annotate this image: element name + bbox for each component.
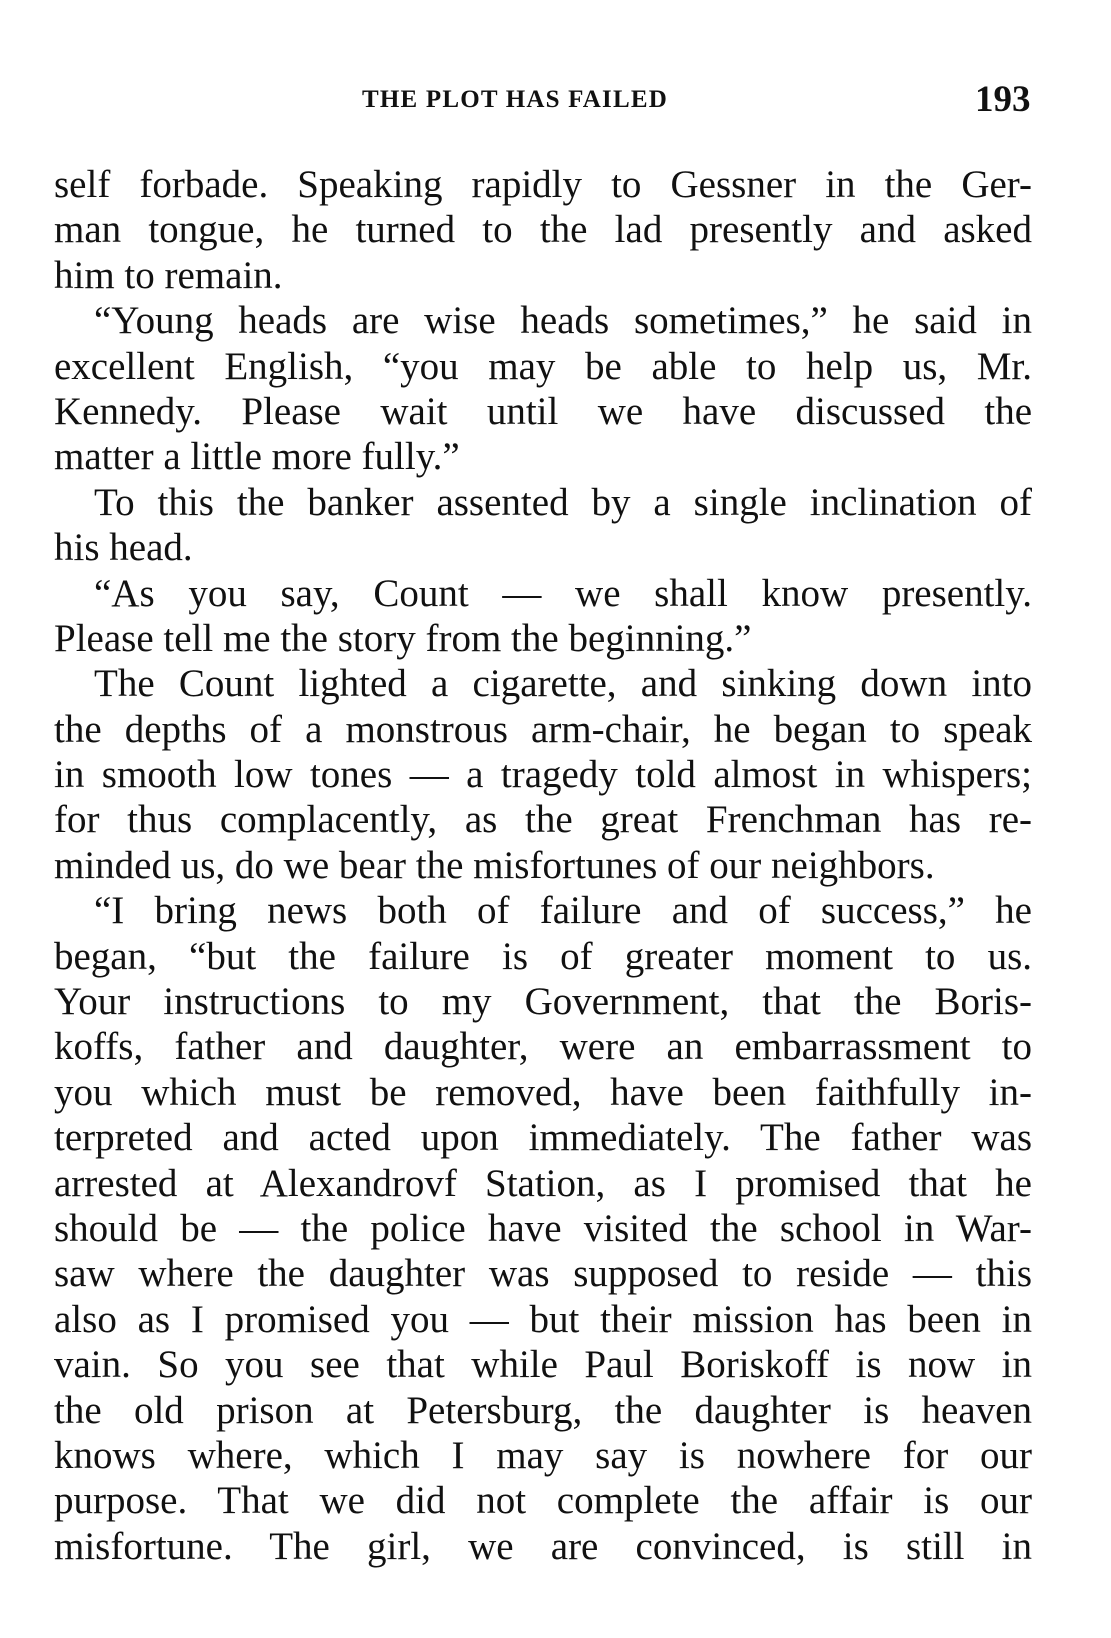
chapter-title: THE PLOT HAS FAILED <box>362 86 668 113</box>
text-line: matter a little more fully.” <box>54 435 460 479</box>
text-line: minded us, do we bear the misfortunes of our neighbors. <box>54 843 935 887</box>
text-line: man tongue, he turned to the lad presently and asked <box>54 208 1032 252</box>
text-line: began, “but the failure is of greater moment to us. <box>54 934 1032 978</box>
text-line: purpose. That we did not complete the affair is our <box>54 1479 1032 1523</box>
text-line: koffs, father and daughter, were an embarrassment to <box>54 1025 1032 1069</box>
text-line: misfortune. The girl, we are convinced, is still in <box>54 1524 1032 1568</box>
text-line: the depths of a monstrous arm-chair, he began to speak <box>54 707 1032 751</box>
text-line: the old prison at Petersburg, the daughter is heaven <box>54 1388 1032 1432</box>
text-line: him to remain. <box>54 253 283 297</box>
text-line: for thus complacently, as the great Frenchman has re- <box>54 798 1032 842</box>
text-line: To this the banker assented by a single inclination of <box>94 480 1032 524</box>
page-number: 193 <box>975 79 1031 120</box>
text-line: self forbade. Speaking rapidly to Gessner in the Ger- <box>54 163 1032 206</box>
text-line: in smooth low tones — a tragedy told almost in whispers; <box>54 753 1032 797</box>
text-line: arrested at Alexandrovf Station, as I promised that he <box>54 1161 1032 1205</box>
text-line: Kennedy. Please wait until we have discussed the <box>54 389 1032 433</box>
text-line: saw where the daughter was supposed to reside — this <box>54 1252 1032 1296</box>
text-line: his head. <box>54 526 193 570</box>
body-text <box>54 162 1032 1569</box>
text-line: “As you say, Count — we shall know presently. <box>94 571 1032 615</box>
text-line: Your instructions to my Government, that the Boris- <box>54 980 1032 1024</box>
text-line: “Young heads are wise heads sometimes,” he said in <box>94 299 1032 343</box>
text-line: The Count lighted a cigarette, and sinking down into <box>94 662 1032 706</box>
text-line: you which must be removed, have been faithfully in- <box>54 1070 1032 1114</box>
text-line: “I bring news both of failure and of success,” he <box>94 889 1032 933</box>
text-line: excellent English, “you may be able to help us, Mr. <box>54 344 1032 388</box>
text-line: should be — the police have visited the school in War- <box>54 1206 1032 1250</box>
text-line: terpreted and acted upon immediately. The father was <box>54 1116 1032 1160</box>
text-line: vain. So you see that while Paul Boriskoff is now in <box>54 1343 1032 1387</box>
text-line: knows where, which I may say is nowhere for our <box>54 1433 1032 1477</box>
running-head <box>0 78 1111 124</box>
text-line: Please tell me the story from the beginning.” <box>54 616 752 660</box>
text-line: also as I promised you — but their mission has been in <box>54 1297 1032 1341</box>
